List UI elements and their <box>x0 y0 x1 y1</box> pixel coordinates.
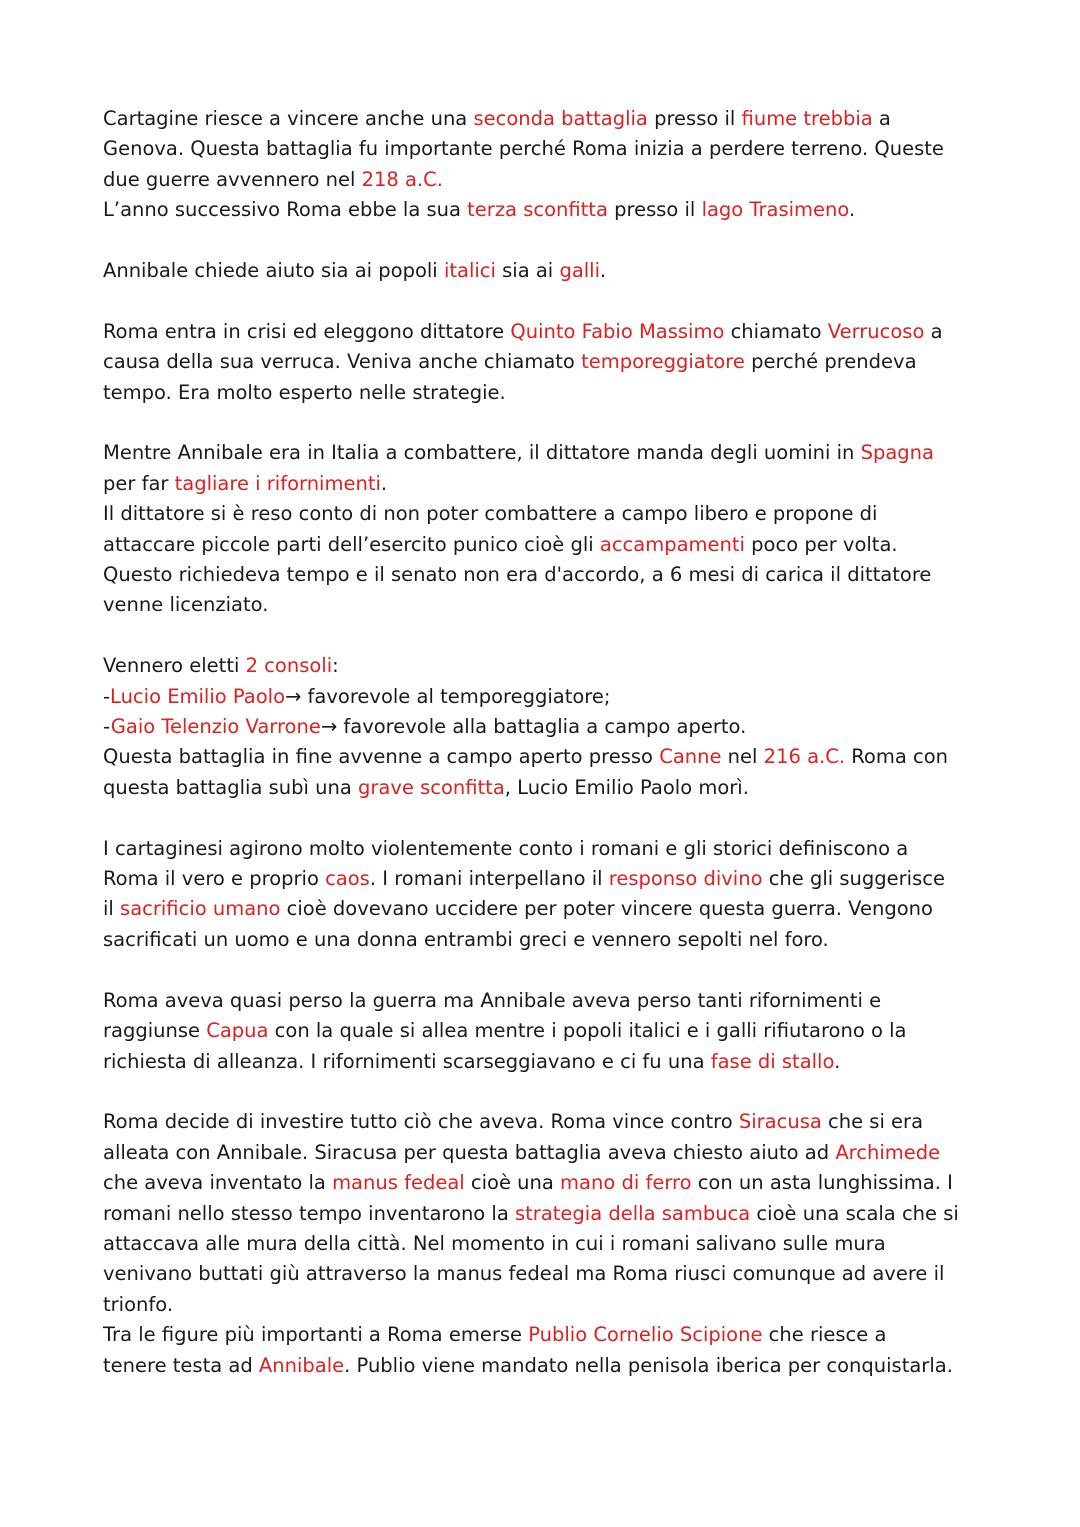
highlighted-term: Archimede <box>835 1140 941 1164</box>
text-segment: I cartaginesi agirono molto violentemente conto i romani e gli storici definiscono a <box>103 836 909 860</box>
text-line <box>103 165 1003 195</box>
text-segment: Vennero eletti <box>103 654 246 678</box>
highlighted-term: sacrificio umano <box>120 897 281 921</box>
text-segment: Questo richiedeva tempo e il senato non era d'accordo, a 6 mesi di carica il dittatore <box>103 563 932 587</box>
text-line <box>103 1016 1003 1046</box>
text-segment: perché prendeva <box>744 350 917 374</box>
text-line <box>103 1229 1003 1259</box>
text-segment: Cartagine riesce a vincere anche una <box>103 107 474 130</box>
highlighted-term: Siracusa <box>738 1110 822 1134</box>
text-line <box>103 864 1003 894</box>
highlighted-term: responso divino <box>608 867 763 891</box>
text-segment: questa battaglia subì una <box>103 775 358 799</box>
paragraph <box>103 317 1003 408</box>
text-segment: Genova. Questa battaglia fu importante perché Roma inizia a perdere terreno. Queste <box>103 137 944 161</box>
highlighted-term: Canne <box>659 745 722 769</box>
text-segment: Il dittatore si è reso conto di non poter combattere a campo libero e propone di <box>103 502 878 526</box>
highlighted-term: italici <box>443 259 496 283</box>
text-segment: cioè una <box>464 1171 561 1195</box>
text-segment: Roma il vero e proprio <box>103 867 326 891</box>
text-segment: alleata con Annibale. Siracusa per questa battaglia aveva chiesto aiuto ad <box>103 1140 836 1164</box>
text-line <box>103 1259 1003 1289</box>
highlighted-term: Verrucoso <box>827 319 925 343</box>
paragraph <box>103 104 1003 226</box>
highlighted-term: manus fedeal <box>332 1171 465 1195</box>
paragraph <box>103 438 1003 620</box>
text-segment: : <box>332 654 339 678</box>
text-line <box>103 742 1003 772</box>
highlighted-term: seconda battaglia <box>473 107 648 130</box>
text-line <box>103 712 1003 742</box>
highlighted-term: accampamenti <box>599 532 745 556</box>
text-line <box>103 1320 1003 1350</box>
text-segment: trionfo. <box>103 1292 174 1316</box>
text-segment: sacrificati un uomo e una donna entrambi greci e vennero sepolti nel foro. <box>103 927 829 951</box>
paragraph <box>103 834 1003 956</box>
highlighted-term: Capua <box>206 1019 269 1043</box>
text-line <box>103 530 1003 560</box>
text-line <box>103 651 1003 681</box>
text-line <box>103 378 1003 408</box>
text-segment: . <box>600 259 607 283</box>
highlighted-term: temporeggiatore <box>581 350 745 374</box>
text-line <box>103 682 1003 712</box>
text-segment: - <box>103 684 111 708</box>
text-segment: per far <box>103 471 175 495</box>
highlighted-term: 218 a.C. <box>361 167 443 191</box>
text-segment: presso il <box>607 198 702 222</box>
highlighted-term: 2 consoli <box>245 654 333 678</box>
text-segment: tenere testa ad <box>103 1353 259 1377</box>
text-segment: con la quale si allea mentre i popoli italici e i galli rifiutarono o la <box>268 1019 907 1043</box>
text-line <box>103 925 1003 955</box>
text-line <box>103 438 1003 468</box>
text-line <box>103 1047 1003 1077</box>
text-segment: causa della sua verruca. Veniva anche chiamato <box>103 350 582 374</box>
text-segment: Questa battaglia in fine avvenne a campo aperto presso <box>103 745 660 769</box>
text-segment: - <box>103 715 111 739</box>
text-segment: Roma con <box>845 745 949 769</box>
text-line <box>103 894 1003 924</box>
text-segment: presso il <box>647 107 742 130</box>
text-segment: che si era <box>821 1110 924 1134</box>
text-line <box>103 986 1003 1016</box>
text-line <box>103 1168 1003 1198</box>
text-segment: , Lucio Emilio Paolo morì. <box>504 775 749 799</box>
text-segment: Roma entra in crisi ed eleggono dittatore <box>103 319 511 343</box>
text-segment: Roma aveva quasi perso la guerra ma Annibale aveva perso tanti rifornimenti e <box>103 988 882 1012</box>
highlighted-term: tagliare i rifornimenti <box>174 471 381 495</box>
highlighted-term: Annibale <box>258 1353 345 1377</box>
text-segment: . <box>380 471 388 495</box>
highlighted-term: Spagna <box>860 441 934 465</box>
highlighted-term: grave sconfitta <box>358 775 505 799</box>
highlighted-term: fiume trebbia <box>741 107 873 130</box>
text-segment: a <box>872 107 891 130</box>
text-segment: con un asta lunghissima. I <box>691 1171 953 1195</box>
highlighted-term: Lucio Emilio Paolo <box>110 684 286 708</box>
highlighted-term: Publio Cornelio Scipione <box>528 1323 763 1347</box>
text-segment: poco per volta. <box>744 532 898 556</box>
highlighted-term: strategia della sambuca <box>515 1201 751 1225</box>
highlighted-term: galli <box>559 259 601 283</box>
text-segment: il <box>103 897 121 921</box>
text-segment: tempo. Era molto esperto nelle strategie. <box>103 380 506 404</box>
highlighted-term: lago Trasimeno <box>701 198 849 222</box>
highlighted-term: caos <box>325 867 370 891</box>
text-line <box>103 499 1003 529</box>
text-segment: richiesta di alleanza. I rifornimenti scarseggiavano e ci fu una <box>103 1049 711 1073</box>
text-segment: cioè una scala che si <box>750 1201 959 1225</box>
text-segment: venivano buttati giù attraverso la manus fedeal ma Roma riusci comunque ad avere il <box>103 1262 945 1286</box>
text-line <box>103 1138 1003 1168</box>
text-segment: attaccava alle mura della città. Nel momento in cui i romani salivano sulle mura <box>103 1231 886 1255</box>
text-segment: Annibale chiede aiuto sia ai popoli <box>103 259 444 283</box>
text-segment: → favorevole al temporeggiatore; <box>285 684 611 708</box>
text-line <box>103 590 1003 620</box>
text-segment: chiamato <box>724 319 828 343</box>
text-segment: che gli suggerisce <box>762 867 945 891</box>
highlighted-term: Gaio Telenzio Varrone <box>110 715 321 739</box>
text-segment: sia ai <box>495 259 560 283</box>
text-segment: L’anno successivo Roma ebbe la sua <box>103 198 468 222</box>
text-segment: → favorevole alla battaglia a campo aperto. <box>320 715 747 739</box>
text-line <box>103 195 1003 225</box>
text-segment: cioè dovevano uccidere per poter vincere questa guerra. Vengono <box>280 897 933 921</box>
text-line <box>103 773 1003 803</box>
text-segment: . <box>848 198 856 222</box>
text-segment: attaccare piccole parti dell’esercito punico cioè gli <box>103 532 600 556</box>
text-segment: . I romani interpellano il <box>369 867 609 891</box>
text-line <box>103 256 1003 286</box>
paragraph <box>103 256 1003 286</box>
text-line <box>103 1351 1003 1381</box>
text-segment: romani nello stesso tempo inventarono la <box>103 1201 515 1225</box>
paragraph <box>103 986 1003 1077</box>
text-segment: due guerre avvennero nel <box>103 167 362 191</box>
text-line <box>103 104 1003 134</box>
text-segment: . Publio viene mandato nella penisola iberica per conquistarla. <box>344 1353 953 1377</box>
text-line <box>103 1199 1003 1229</box>
text-segment: . <box>834 1049 841 1073</box>
text-segment: raggiunse <box>103 1019 207 1043</box>
text-line <box>103 469 1003 499</box>
text-line <box>103 560 1003 590</box>
text-segment: venne licenziato. <box>103 593 269 617</box>
text-line <box>103 834 1003 864</box>
text-segment: che riesce a <box>762 1323 887 1347</box>
text-segment: Mentre Annibale era in Italia a combattere, il dittatore manda degli uomini in <box>103 441 861 465</box>
highlighted-term: mano di ferro <box>560 1171 692 1195</box>
text-line <box>103 134 1003 164</box>
document-page <box>103 104 1003 1411</box>
text-segment: che aveva inventato la <box>103 1171 333 1195</box>
highlighted-term: 216 a.C. <box>763 745 846 769</box>
text-line <box>103 1107 1003 1137</box>
text-segment: a <box>924 319 943 343</box>
text-segment: Tra le figure più importanti a Roma emerse <box>103 1323 529 1347</box>
paragraph <box>103 651 1003 803</box>
text-line <box>103 347 1003 377</box>
text-segment: nel <box>721 745 764 769</box>
text-line <box>103 1290 1003 1320</box>
highlighted-term: terza sconfitta <box>467 198 608 222</box>
text-line <box>103 317 1003 347</box>
text-segment: Roma decide di investire tutto ciò che aveva. Roma vince contro <box>103 1110 739 1134</box>
highlighted-term: fase di stallo <box>710 1049 835 1073</box>
highlighted-term: Quinto Fabio Massimo <box>510 319 725 343</box>
paragraph <box>103 1107 1003 1381</box>
